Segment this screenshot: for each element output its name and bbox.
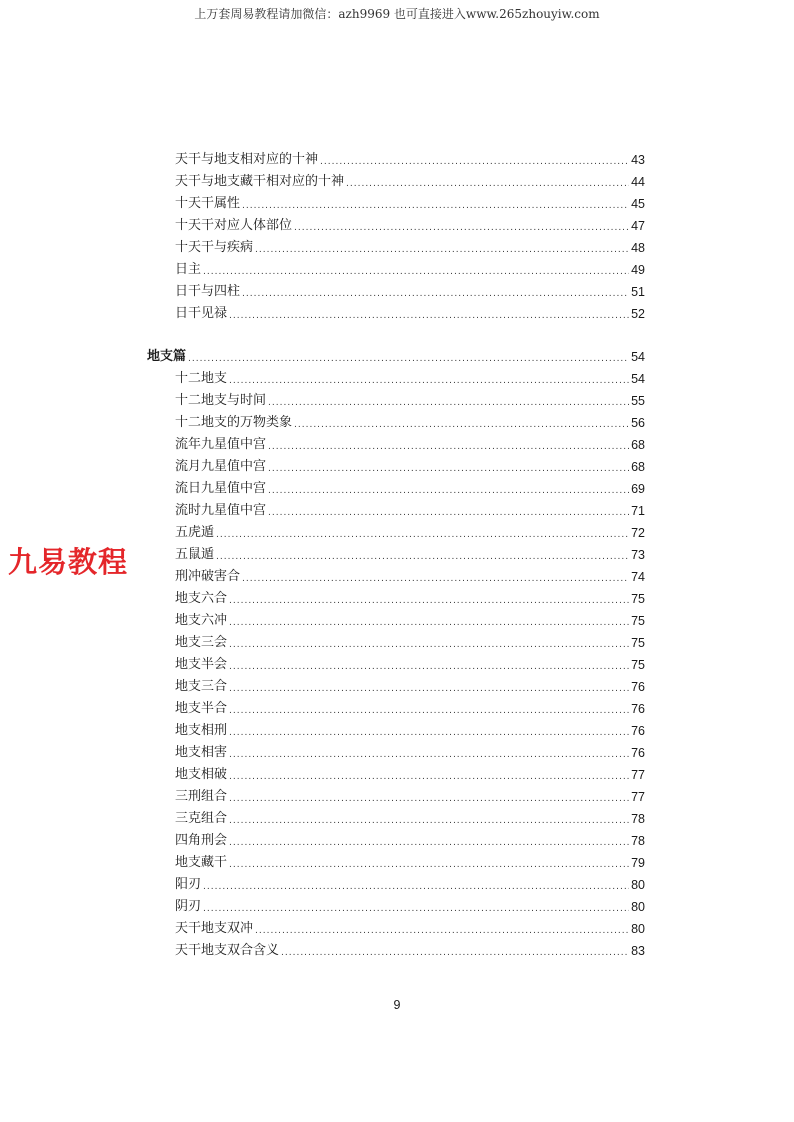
toc-entry[interactable] <box>175 920 645 938</box>
dot-leader <box>294 221 629 235</box>
toc-entry-title: 流日九星值中宫 <box>175 481 267 496</box>
toc-entry-title: 日干见禄 <box>175 306 228 321</box>
dot-leader <box>203 265 629 279</box>
dot-leader <box>320 155 629 169</box>
toc-entry-title: 地支相害 <box>175 745 228 760</box>
dot-leader <box>229 858 629 872</box>
toc-entry[interactable] <box>175 261 645 279</box>
toc-entry-title: 地支相破 <box>175 767 228 782</box>
toc-entry-title: 地支相刑 <box>175 723 228 738</box>
toc-entry-page: 44 <box>631 175 645 189</box>
toc-entry[interactable] <box>175 480 645 498</box>
toc-entry[interactable] <box>175 678 645 696</box>
toc-entry-page: 76 <box>631 702 645 716</box>
toc-entry-title: 地支三会 <box>175 635 228 650</box>
toc-entry-page: 73 <box>631 548 645 562</box>
dot-leader <box>268 396 629 410</box>
toc-entry[interactable] <box>175 305 645 323</box>
toc-entry-title: 天干与地支藏干相对应的十神 <box>175 174 345 189</box>
dot-leader <box>229 836 629 850</box>
toc-entry-page: 54 <box>631 350 645 364</box>
dot-leader <box>268 484 629 498</box>
toc-entry-title: 十二地支与时间 <box>175 393 267 408</box>
toc-entry-page: 52 <box>631 307 645 321</box>
toc-entry-page: 80 <box>631 900 645 914</box>
dot-leader <box>346 177 629 191</box>
toc-entry-title: 地支藏干 <box>175 855 228 870</box>
dot-leader <box>229 616 629 630</box>
dot-leader <box>242 572 629 586</box>
dot-leader <box>268 462 629 476</box>
dot-leader <box>229 374 629 388</box>
dot-leader <box>255 243 629 257</box>
dot-leader <box>229 770 629 784</box>
toc-entry[interactable] <box>175 634 645 652</box>
toc-entry[interactable] <box>175 612 645 630</box>
dot-leader <box>229 638 629 652</box>
toc-entry-title: 阴刃 <box>175 899 202 914</box>
toc-entry[interactable] <box>175 370 645 388</box>
toc-entry-title: 流年九星值中宫 <box>175 437 267 452</box>
toc-entry-page: 76 <box>631 680 645 694</box>
toc-entry-page: 79 <box>631 856 645 870</box>
dot-leader <box>229 704 629 718</box>
toc-entry[interactable] <box>175 524 645 542</box>
dot-leader <box>242 199 629 213</box>
toc-entry-page: 77 <box>631 790 645 804</box>
toc-section-entry[interactable] <box>147 348 645 366</box>
toc-entry[interactable] <box>175 392 645 410</box>
dot-leader <box>242 287 629 301</box>
toc-entry-title: 天干地支双冲 <box>175 921 254 936</box>
toc-entry[interactable] <box>175 590 645 608</box>
toc-entry-title: 地支六合 <box>175 591 228 606</box>
dot-leader <box>268 506 629 520</box>
toc-entry[interactable] <box>175 722 645 740</box>
dot-leader <box>229 682 629 696</box>
toc-entry-page: 76 <box>631 724 645 738</box>
dot-leader <box>203 902 629 916</box>
dot-leader <box>203 880 629 894</box>
toc-entry-title: 三克组合 <box>175 811 228 826</box>
toc-entry-page: 78 <box>631 834 645 848</box>
dot-leader <box>229 748 629 762</box>
toc-entry[interactable] <box>175 656 645 674</box>
toc-entry[interactable] <box>175 832 645 850</box>
toc-entry[interactable] <box>175 568 645 586</box>
toc-entry-page: 78 <box>631 812 645 826</box>
toc-entry[interactable] <box>175 283 645 301</box>
toc-entry[interactable] <box>175 854 645 872</box>
toc-entry-title: 地支半会 <box>175 657 228 672</box>
dot-leader <box>268 440 629 454</box>
toc-entry-page: 75 <box>631 592 645 606</box>
toc-entry-title: 刑冲破害合 <box>175 569 241 584</box>
toc-entry[interactable] <box>175 151 645 169</box>
watermark-logo: 九易教程 <box>8 545 129 579</box>
toc-entry-title: 阳刃 <box>175 877 202 892</box>
toc-entry-title: 地支三合 <box>175 679 228 694</box>
toc-entry[interactable] <box>175 458 645 476</box>
toc-entry[interactable] <box>175 195 645 213</box>
toc-entry-page: 77 <box>631 768 645 782</box>
toc-entry-page: 48 <box>631 241 645 255</box>
toc-entry-page: 75 <box>631 614 645 628</box>
toc-entry-page: 51 <box>631 285 645 299</box>
toc-entry[interactable] <box>175 744 645 762</box>
dot-leader <box>229 660 629 674</box>
toc-entry-page: 69 <box>631 482 645 496</box>
toc-entry[interactable] <box>175 217 645 235</box>
toc-entry[interactable] <box>175 700 645 718</box>
toc-entry-title: 四角刑会 <box>175 833 228 848</box>
toc-entry-title: 流时九星值中宫 <box>175 503 267 518</box>
toc-entry-page: 43 <box>631 153 645 167</box>
dot-leader <box>229 792 629 806</box>
toc-entry[interactable] <box>175 788 645 806</box>
dot-leader <box>229 814 629 828</box>
toc-entry[interactable] <box>175 876 645 894</box>
toc-entry-page: 56 <box>631 416 645 430</box>
toc-entry-title: 天干与地支相对应的十神 <box>175 152 319 167</box>
dot-leader <box>216 528 629 542</box>
toc-entry[interactable] <box>175 546 645 564</box>
dot-leader <box>255 924 629 938</box>
toc-entry-title: 地支六冲 <box>175 613 228 628</box>
toc-entry-page: 71 <box>631 504 645 518</box>
toc-entry-title: 十二地支 <box>175 371 228 386</box>
dot-leader <box>294 418 629 432</box>
toc-entry[interactable] <box>175 173 645 191</box>
toc-entry-page: 75 <box>631 636 645 650</box>
toc-entry-page: 74 <box>631 570 645 584</box>
toc-entry[interactable] <box>175 414 645 432</box>
toc-entry-title: 十天干属性 <box>175 196 241 211</box>
toc-entry-title: 五虎遁 <box>175 525 215 540</box>
toc-entry-page: 47 <box>631 219 645 233</box>
toc-entry-title: 十二地支的万物类象 <box>175 415 293 430</box>
toc-entry[interactable] <box>175 766 645 784</box>
dot-leader <box>229 309 629 323</box>
toc-entry-page: 80 <box>631 922 645 936</box>
toc-entry-title: 十天干对应人体部位 <box>175 218 293 233</box>
toc-entry-title: 五鼠遁 <box>175 547 215 562</box>
toc-entry-title: 地支半合 <box>175 701 228 716</box>
toc-entry-page: 72 <box>631 526 645 540</box>
page-number: 9 <box>393 998 401 1012</box>
dot-leader <box>229 594 629 608</box>
toc-entry-page: 54 <box>631 372 645 386</box>
toc-entry[interactable] <box>175 239 645 257</box>
toc-entry-page: 68 <box>631 438 645 452</box>
dot-leader <box>188 352 629 366</box>
toc-entry[interactable] <box>175 436 645 454</box>
toc-entry[interactable] <box>175 810 645 828</box>
toc-entry-page: 76 <box>631 746 645 760</box>
dot-leader <box>281 946 629 960</box>
toc-entry-page: 45 <box>631 197 645 211</box>
toc-entry-title: 日主 <box>175 262 202 277</box>
toc-entry[interactable] <box>175 898 645 916</box>
toc-entry-page: 75 <box>631 658 645 672</box>
toc-entry-page: 49 <box>631 263 645 277</box>
toc-entry-title: 日干与四柱 <box>175 284 241 299</box>
toc-entry-title: 地支篇 <box>147 349 187 364</box>
toc-entry-page: 83 <box>631 944 645 958</box>
toc-entry-page: 80 <box>631 878 645 892</box>
toc-entry-title: 天干地支双合含义 <box>175 943 280 958</box>
toc-entry-page: 68 <box>631 460 645 474</box>
page-header: 上万套周易教程请加微信：azh9969 也可直接进入www.265zhouyiw.com <box>194 7 600 21</box>
dot-leader <box>216 550 629 564</box>
toc-entry-title: 十天干与疾病 <box>175 240 254 255</box>
toc-entry-title: 流月九星值中宫 <box>175 459 267 474</box>
toc-entry-title: 三刑组合 <box>175 789 228 804</box>
dot-leader <box>229 726 629 740</box>
toc-entry[interactable] <box>175 502 645 520</box>
toc-entry-page: 55 <box>631 394 645 408</box>
toc-entry[interactable] <box>175 942 645 960</box>
